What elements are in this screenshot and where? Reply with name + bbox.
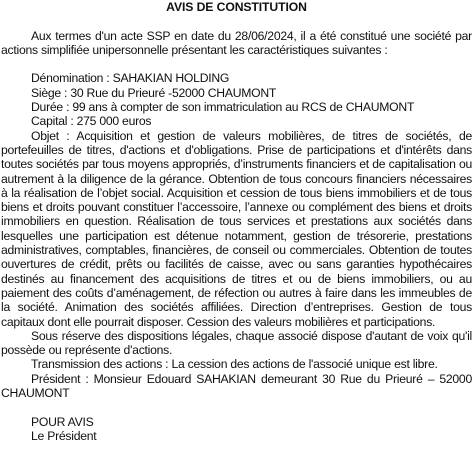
transmission-paragraph: Transmission des actions : La cession des actions de l'associé unique est libre.	[31, 357, 438, 372]
spacer	[1, 57, 472, 71]
president-paragraph: Président : Monsieur Edouard SAHAKIAN demeurant 30 Rue du Prieuré – 52000 CHAUMONT	[1, 371, 472, 401]
spacer	[1, 400, 472, 414]
spacer	[1, 14, 472, 28]
voting-paragraph: Sous réserve des dispositions légales, chaque associé dispose d'autant de voix qu'il possède ou représente d'actions.	[1, 328, 472, 358]
legal-notice	[1, 0, 472, 443]
intro-paragraph: Aux termes d'un acte SSP en date du 28/06/2024, il a été constitué une société par actions simplifiée unipersonnelle présentant les caractéristiques suivantes :	[1, 28, 472, 57]
closing-line: POUR AVIS	[31, 414, 94, 429]
capital-field: Capital : 275 000 euros	[31, 114, 152, 129]
objet-paragraph: Objet : Acquisition et gestion de valeurs mobilières, de titres de sociétés, de portefeuilles de titres, d'actions et d'obligations. Prise de participations et d'intérêts dans toutes sociétés par tous moyens appropriés, d’instruments financiers et de capitalisation ou autrement à la diligence de la gérance. Obtention de tous concours financiers nécessaires à la réalisation de l’objet social. Acquisition et cession de tous biens immobiliers et de tous biens et droits pouvant constituer l’accessoire, l’annexe ou complément des biens et droits immobiliers en question. Réalisation de tous services et prestations aux sociétés dans lesquelles une participation est détenue notamment, gestion de trésorerie, prestations administratives, comptables, financières, de conseil ou commerciales. Obtention de toutes ouvertures de crédit, prêts ou facilités de caisse, avec ou sans garanties hypothécaires destinés au financement des acquisitions de titres et ou de biens immobiliers, ou au paiement des coûts d’aménagement, de réfection ou autres à faire dans les immeubles de la société. Animation des sociétés affiliées. Direction d’entreprises. Gestion de tous capitaux dont elle pourrait disposer. Cession des valeurs mobilières et participations.	[1, 128, 472, 329]
notice-title: AVIS DE CONSTITUTION	[166, 0, 307, 14]
denomination-field: Dénomination : SAHAKIAN HOLDING	[31, 71, 230, 86]
siege-field: Siège : 30 Rue du Prieuré -52000 CHAUMONT	[31, 85, 277, 100]
signatory-line: Le Président	[31, 428, 97, 443]
duree-field: Durée : 99 ans à compter de son immatriculation au RCS de CHAUMONT	[31, 100, 415, 115]
